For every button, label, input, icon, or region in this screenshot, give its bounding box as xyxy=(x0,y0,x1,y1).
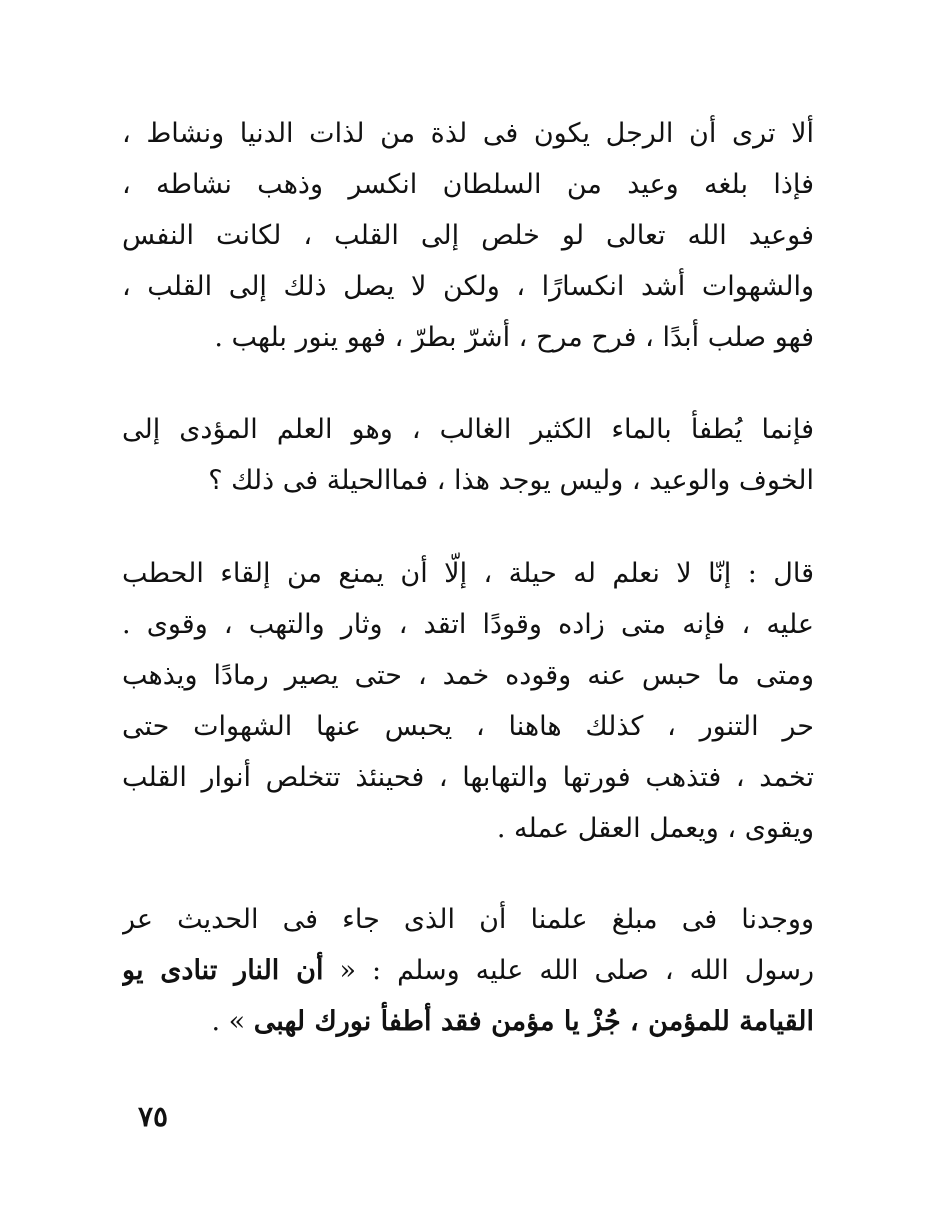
text-line: فهو صلب أبدًا ، فرح مرح ، أشرّ بطرّ ، فهو ينور بلهب . xyxy=(214,322,814,353)
text-line: ومتى ما حبس عنه وقوده خمد ، حتى يصير رمادًا ويذهب xyxy=(122,660,814,691)
text-line: الخوف والوعيد ، وليس يوجد هذا ، فماالحيلة فى ذلك ؟ xyxy=(208,465,814,496)
text-line-with-quote xyxy=(122,945,814,996)
text-line: تخمد ، فتذهب فورتها والتهابها ، فحينئذ تتخلص أنوار القلب xyxy=(122,762,814,793)
quote-intro: رسول الله ، صلى الله عليه وسلم : « xyxy=(323,955,814,986)
hadith-quote-start: أن النار تنادى يو xyxy=(122,955,324,986)
page-number: ٧٥ xyxy=(138,1100,169,1133)
text-line: والشهوات أشد انكسارًا ، ولكن لا يصل ذلك إلى القلب ، xyxy=(122,271,814,302)
quote-close: » . xyxy=(211,1006,254,1037)
text-line: عليه ، فإنه متى زاده وقودًا اتقد ، وثار والتهب ، وقوى . xyxy=(122,609,814,640)
text-line: ويقوى ، ويعمل العقل عمله . xyxy=(496,813,814,844)
paragraph-1 xyxy=(122,108,814,363)
text-line: ألا ترى أن الرجل يكون فى لذة من لذات الدنيا ونشاط ، xyxy=(122,118,814,149)
text-line-with-quote xyxy=(122,996,814,1047)
paragraph-3 xyxy=(122,548,814,854)
text-line: قال : إنّا لا نعلم له حيلة ، إلّا أن يمنع من إلقاء الحطب xyxy=(122,558,814,589)
text-line: حر التنور ، كذلك هاهنا ، يحبس عنها الشهوات حتى xyxy=(122,711,814,742)
text-line: ووجدنا فى مبلغ علمنا أن الذى جاء فى الحديث عر xyxy=(122,904,814,935)
paragraph-2 xyxy=(122,404,814,506)
hadith-quote-end: القيامة للمؤمن ، جُزْ يا مؤمن فقد أطفأ نورك لهبى xyxy=(253,1006,814,1037)
paragraph-4 xyxy=(122,894,814,1047)
text-line: فإنما يُطفأ بالماء الكثير الغالب ، وهو العلم المؤدى إلى xyxy=(122,414,814,445)
text-line: فوعيد الله تعالى لو خلص إلى القلب ، لكانت النفس xyxy=(122,220,814,251)
text-line: فإذا بلغه وعيد من السلطان انكسر وذهب نشاطه ، xyxy=(122,169,814,200)
